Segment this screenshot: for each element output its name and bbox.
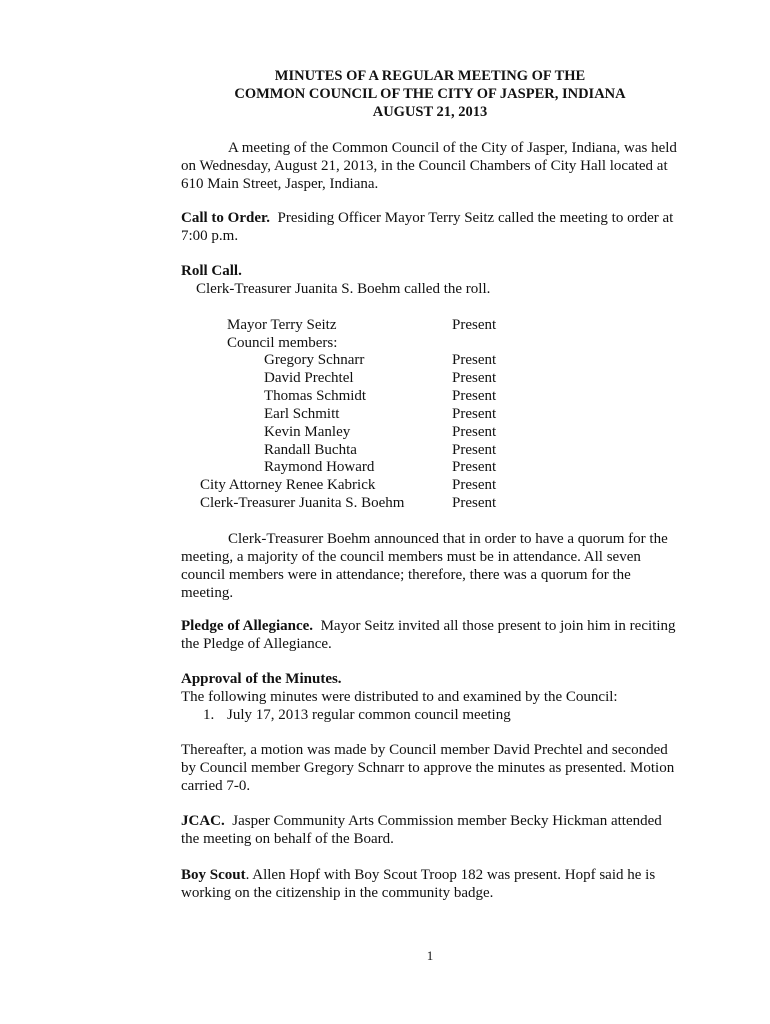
attorney-status: Present: [452, 477, 497, 493]
motion-paragraph: Thereafter, a motion was made by Council member David Prechtel and seconded by Council member Gregory Schnarr to approve the minutes as presented. Motion carried 7-0.: [181, 742, 675, 794]
member-status: Present: [452, 442, 497, 458]
jcac-paragraph: [181, 812, 681, 848]
member-status: Present: [452, 370, 497, 386]
member-name: Randall Buchta: [264, 442, 357, 458]
pledge-heading: Pledge of Allegiance.: [181, 618, 314, 634]
jcac-heading: JCAC.: [181, 813, 225, 829]
call-to-order-paragraph: [181, 209, 681, 245]
mayor-status: Present: [452, 317, 497, 333]
title-line-2: COMMON COUNCIL OF THE CITY OF JASPER, INDIANA: [234, 86, 626, 102]
call-to-order-text: Presiding Officer Mayor Terry Seitz called the meeting to order at 7:00 p.m.: [181, 210, 674, 244]
boy-scout-text: . Allen Hopf with Boy Scout Troop 182 was present. Hopf said he is working on the citizenship in the community badge.: [181, 867, 656, 901]
quorum-paragraph: Clerk-Treasurer Boehm announced that in order to have a quorum for the meeting, a majority of the council members must be in attendance. All seven council members were in attendance; therefore, there was a quorum for the meeting.: [181, 531, 668, 601]
member-status: Present: [452, 352, 497, 368]
roll-call-text: Clerk-Treasurer Juanita S. Boehm called the roll.: [196, 281, 491, 297]
roll-call-heading: Roll Call.: [181, 263, 242, 279]
boy-scout-heading: Boy Scout: [181, 867, 246, 883]
title-line-1: MINUTES OF A REGULAR MEETING OF THE: [274, 68, 586, 84]
approval-item-number: 1.: [203, 707, 215, 723]
member-status: Present: [452, 424, 497, 440]
council-members-label: Council members:: [227, 335, 338, 351]
attorney-name: City Attorney Renee Kabrick: [200, 477, 376, 493]
approval-heading: Approval of the Minutes.: [181, 671, 342, 687]
member-name: Kevin Manley: [264, 424, 351, 440]
clerk-name: Clerk-Treasurer Juanita S. Boehm: [200, 495, 405, 511]
member-status: Present: [452, 388, 497, 404]
member-status: Present: [452, 459, 497, 475]
member-name: Gregory Schnarr: [264, 352, 365, 368]
member-status: Present: [452, 406, 497, 422]
member-name: Raymond Howard: [264, 459, 375, 475]
page-number: 1: [426, 948, 434, 963]
call-to-order-heading: Call to Order.: [181, 210, 271, 226]
approval-item-text: July 17, 2013 regular common council meeting: [227, 707, 511, 723]
title-line-3: AUGUST 21, 2013: [372, 104, 488, 120]
boy-scout-paragraph: [181, 866, 681, 902]
pledge-paragraph: [181, 617, 681, 653]
member-name: Thomas Schmidt: [264, 388, 367, 404]
pledge-text: Mayor Seitz invited all those present to join him in reciting the Pledge of Allegiance.: [181, 618, 676, 652]
clerk-status: Present: [452, 495, 497, 511]
mayor-name: Mayor Terry Seitz: [227, 317, 337, 333]
jcac-text: Jasper Community Arts Commission member Becky Hickman attended the meeting on behalf of the Board.: [181, 813, 662, 847]
member-name: David Prechtel: [264, 370, 354, 386]
intro-paragraph: A meeting of the Common Council of the City of Jasper, Indiana, was held on Wednesday, August 21, 2013, in the Council Chambers of City Hall located at 610 Main Street, Jasper, Indiana.: [181, 140, 677, 192]
member-name: Earl Schmitt: [264, 406, 340, 422]
approval-text: The following minutes were distributed to and examined by the Council:: [181, 689, 618, 705]
